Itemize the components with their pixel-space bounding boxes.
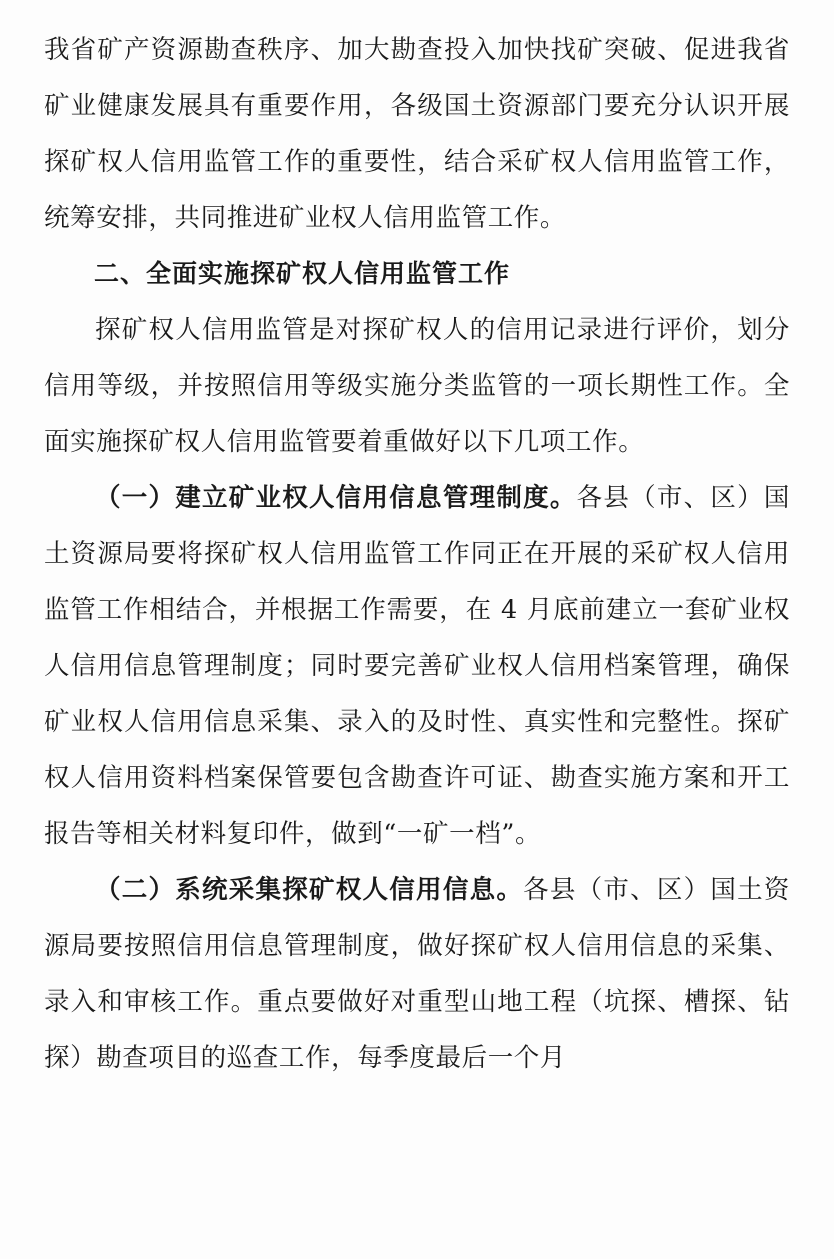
paragraph-item-one-lead: （一）建立矿业权人信用信息管理制度。 <box>95 483 577 513</box>
paragraph-section-two-body: 探矿权人信用监管是对探矿权人的信用记录进行评价，划分信用等级，并按照信用等级实施分类监管的一项长期性工作。全面实施探矿权人信用监管要着重做好以下几项工作。 <box>44 315 790 457</box>
paragraph-item-two-text: 各县（市、区）国土资源局要按照信用信息管理制度，做好探矿权人信用信息的采集、录入和审核工作。重点要做好对重型山地工程（坑探、槽探、钻探）勘查项目的巡查工作，每季度最后一个月 <box>44 875 790 1073</box>
paragraph-item-one <box>44 470 790 862</box>
heading-section-two: 二、全面实施探矿权人信用监管工作 <box>94 259 511 288</box>
paragraph-item-two-lead: （二）系统采集探矿权人信用信息。 <box>95 875 524 905</box>
paragraph-item-two <box>44 862 790 1086</box>
paragraph-item-one-text: 各县（市、区）国土资源局要将探矿权人信用监管工作同正在开展的采矿权人信用监管工作相结合，并根据工作需要，在 4 月底前建立一套矿业权人信用信息管理制度；同时要完善矿业权人信用档案管理，确保矿业权人信用信息采集、录入的及时性、真实性和完整性。探矿权人信用资料档案保管要包含勘查许可证、勘查实施方案和开工报告等相关材料复印件，做到“一矿一档”。 <box>44 483 790 849</box>
paragraph-continued-intro: 我省矿产资源勘查秩序、加大勘查投入加快找矿突破、促进我省矿业健康发展具有重要作用，各级国土资源部门要充分认识开展探矿权人信用监管工作的重要性，结合采矿权人信用监管工作，统筹安排，共同推进矿业权人信用监管工作。 <box>44 35 790 233</box>
document-body <box>44 22 790 1086</box>
